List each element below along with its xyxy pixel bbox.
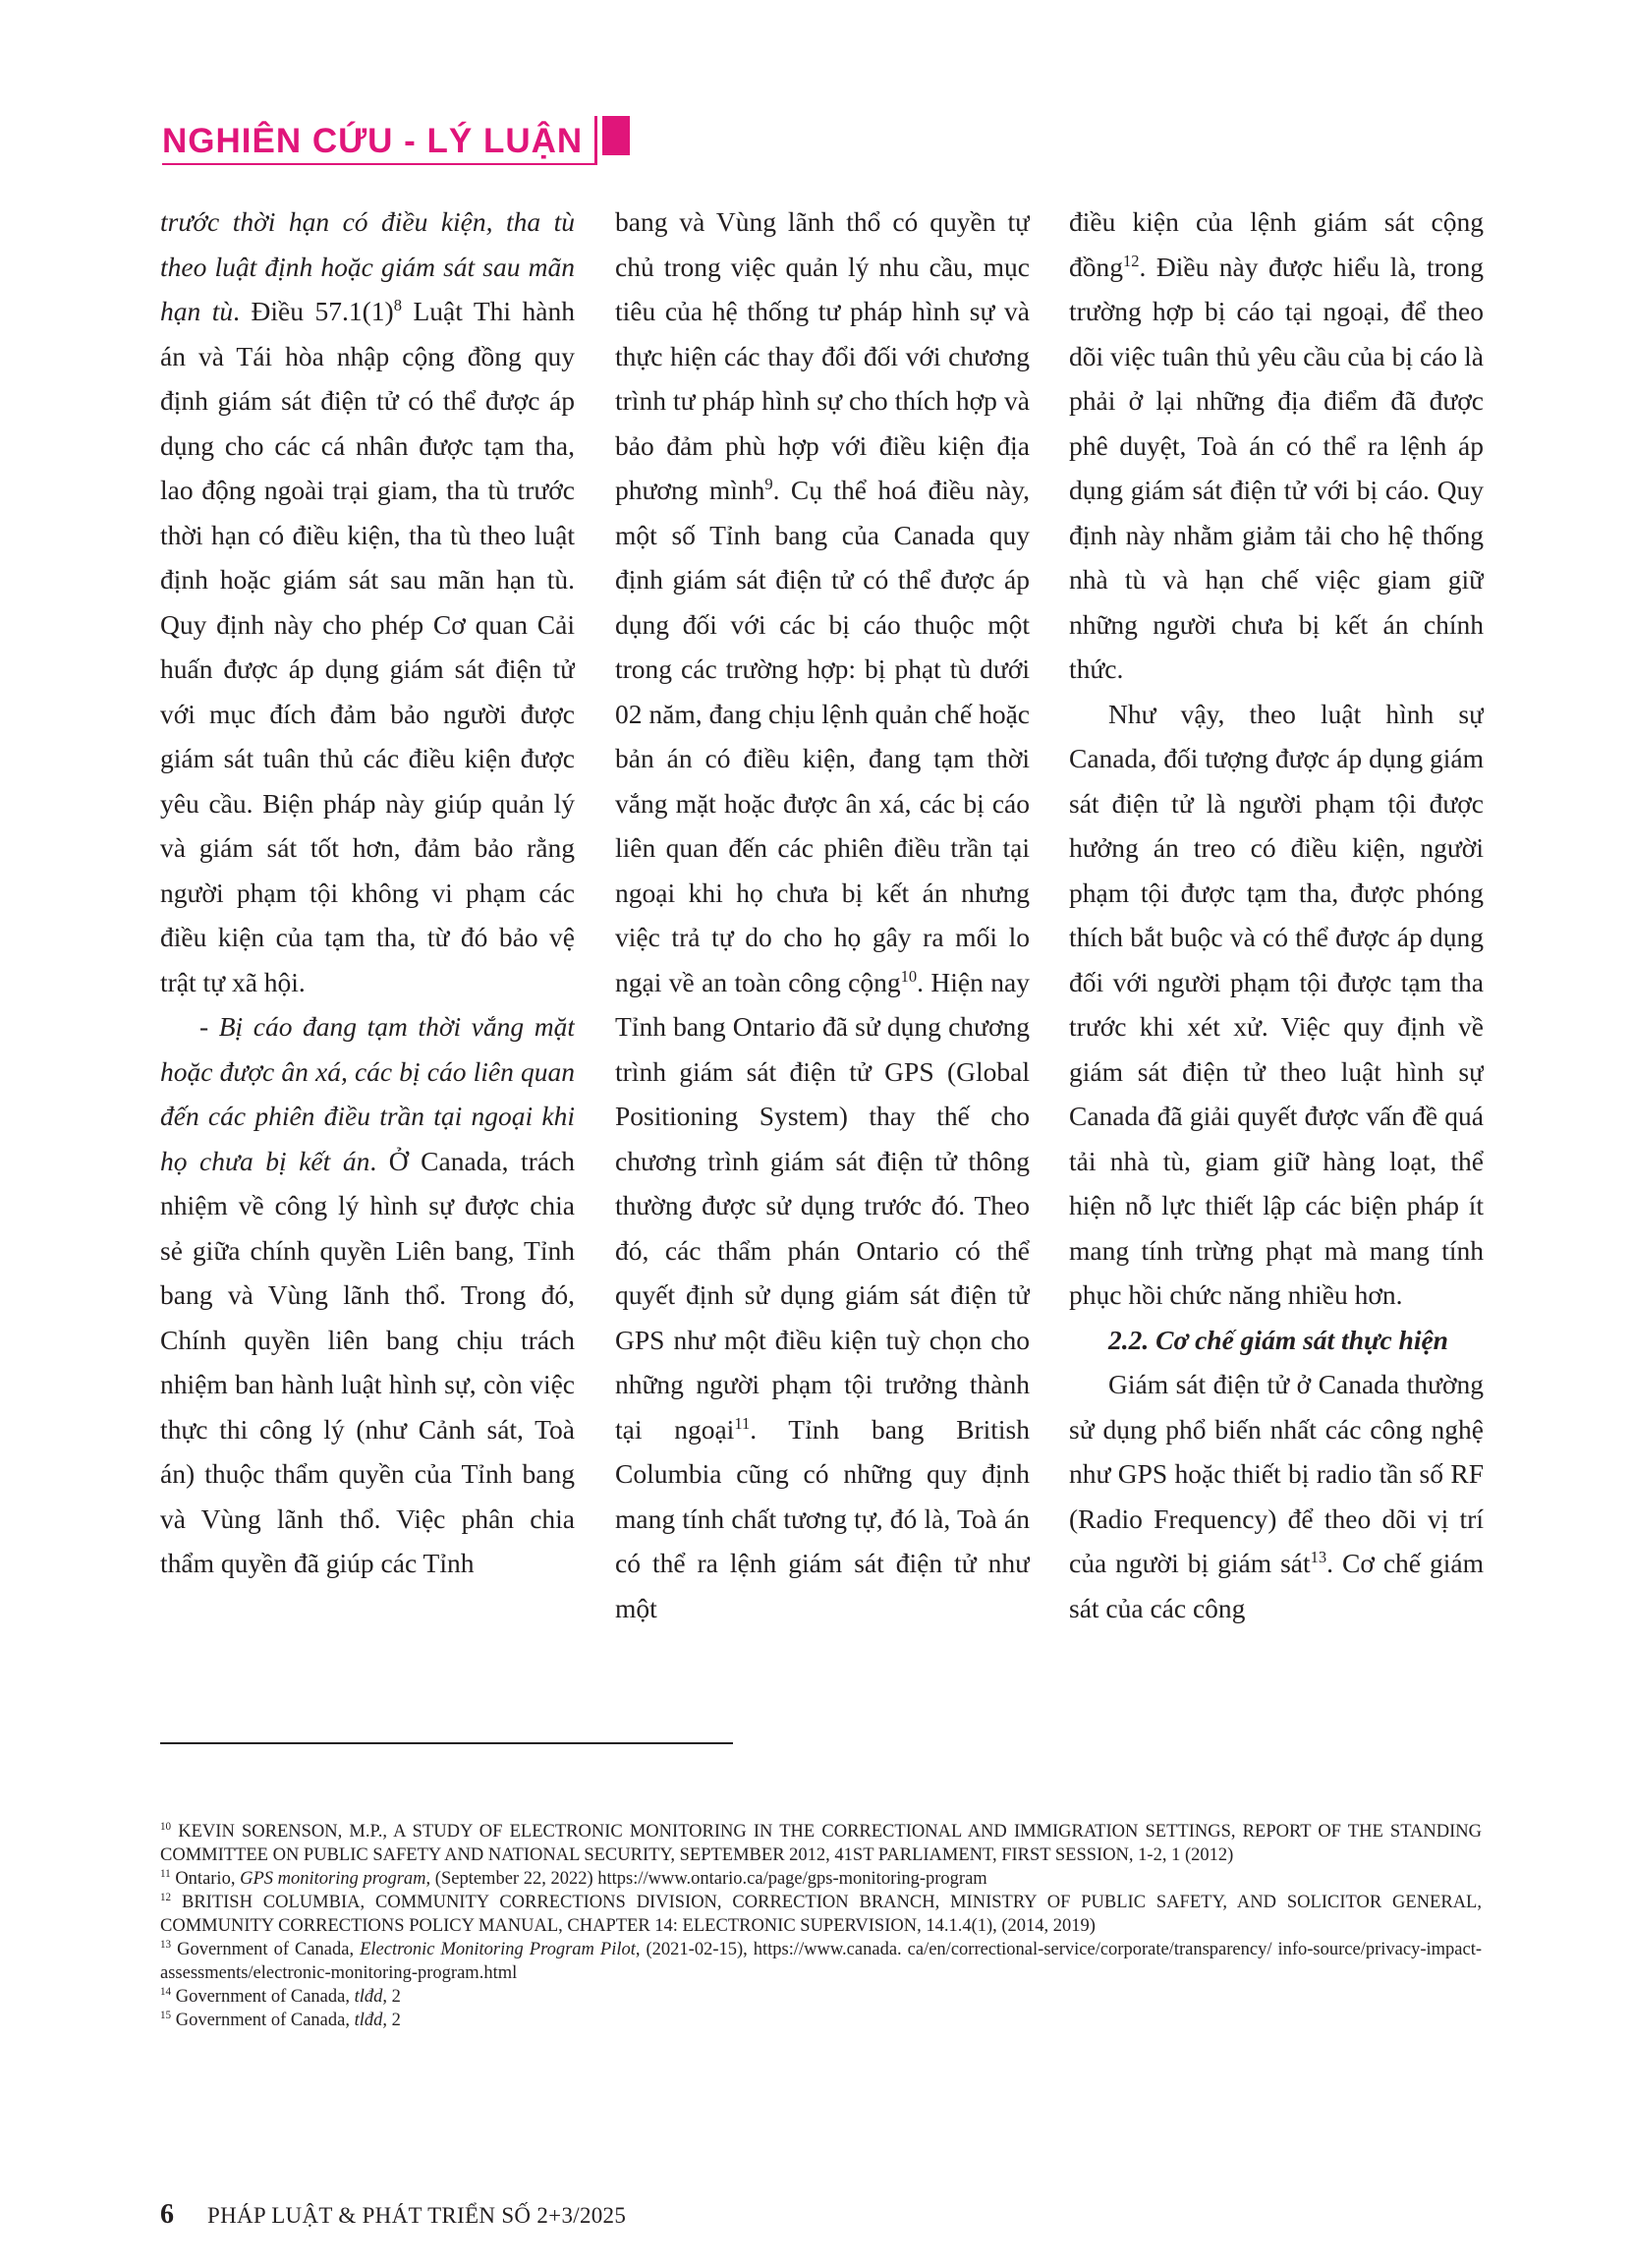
text-run: Giám sát điện tử ở Canada thường sử dụng phổ biến nhất các công nghệ như GPS hoặc thiết bị radio tần số RF (Radio Frequency) để theo dõi vị trí của người bị giám sát [1069,1369,1484,1578]
footnotes [160,1820,1482,2032]
text-run: . Cơ chế giám sát của các công [1069,1548,1484,1623]
footnote-number: 15 [160,2009,172,2021]
footnote-text: Government of Canada, [171,2011,355,2030]
footnote-number: 13 [160,1938,172,1951]
footnote-ref: 13 [1310,1547,1327,1566]
paragraph [615,199,1030,1630]
footnote-ref: 12 [1123,251,1140,270]
text-column-2 [615,199,1030,1654]
footnote-italic: tlđd [354,1987,383,2007]
text-run: . Điều 57.1(1) [233,296,394,326]
paragraph [160,199,575,1004]
footnote-number: 12 [160,1891,172,1903]
text-run: bang và Vùng lãnh thổ có quyền tự chủ trong việc quản lý nhu cầu, mục tiêu của hệ thống tư pháp hình sự và thực hiện các thay đổi đối với chương trình tư pháp hình sự cho thích hợp và bảo đảm phù hợp với điều kiện địa phương mình [615,206,1030,505]
footnote-14 [160,1985,1482,2009]
footnote-text: Ontario, [170,1869,241,1889]
footnote-italic: GPS monitoring program [240,1869,426,1889]
header-underline [162,163,594,165]
footnote-text: KEVIN SORENSON, M.P., A STUDY OF ELECTRONIC MONITORING IN THE CORRECTIONAL AND IMMIGRATION SETTINGS, REPORT OF THE STANDING COMMITTEE ON PUBLIC SAFETY AND NATIONAL SECURITY, SEPTEMBER 2012, 41ST PARLIAMENT, FIRST SESSION, 1-2, 1 (2012) [160,1822,1482,1865]
footnote-number: 14 [160,1985,172,1998]
text-run: . Cụ thể hoá điều này, một số Tỉnh bang của Canada quy định giám sát điện tử có thể được áp dụng đối với các bị cáo thuộc một trong các trường hợp: bị phạt tù dưới 02 năm, đang chịu lệnh quản chế hoặc bản án có điều kiện, đang tạm thời vắng mặt hoặc được ân xá, các bị cáo liên quan đến các phiên điều trần tại ngoại khi họ chưa bị kết án nhưng việc trả tự do cho họ gây ra mối lo ngại về an toàn công cộng [615,475,1030,997]
header-accent-block [602,116,630,155]
footnote-13 [160,1938,1482,1985]
paragraph [1069,199,1484,692]
subsection-heading: 2.2. Cơ chế giám sát thực hiện [1108,1324,1448,1355]
footnote-italic: tlđd [354,2011,383,2030]
footnote-ref: 11 [734,1413,751,1433]
footnote-text: Government of Canada, [171,1987,355,2007]
page-footer [160,2199,626,2231]
footnote-number: 10 [160,1820,172,1833]
text-run: Luật Thi hành án và Tái hòa nhập cộng đồng quy định giám sát điện tử có thể được áp dụng cho các cá nhân được tạm tha, lao động ngoài trại giam, tha tù trước thời hạn có điều kiện, tha tù theo luật định hoặc giám sát sau mãn hạn tù. Quy định này cho phép Cơ quan Cải huấn được áp dụng giám sát điện tử với mục đích đảm bảo người được giám sát tuân thủ các điều kiện được yêu cầu. Biện pháp này giúp quản lý và giám sát tốt hơn, đảm bảo rằng người phạm tội không vi phạm các điều kiện của tạm tha, từ đó bảo vệ trật tự xã hội. [160,296,575,997]
footnote-10 [160,1820,1482,1867]
text-run: . Điều này được hiểu là, trong trường hợp bị cáo tại ngoại, để theo dõi việc tuân thủ yêu cầu của bị cáo là phải ở lại những địa điểm đã được phê duyệt, Toà án có thể ra lệnh áp dụng giám sát điện tử với bị cáo. Quy định này nhằm giảm tải cho hệ thống nhà tù và hạn chế việc giam giữ những người chưa bị kết án chính thức. [1069,251,1484,684]
footnote-ref: 8 [393,295,402,314]
footnote-separator [160,1742,733,1744]
text-column-1 [160,199,575,1654]
italic-text: trước thời hạn có điều kiện, tha tù theo luật định hoặc giám sát sau mãn hạn tù [160,206,575,326]
footnote-ref: 10 [900,966,918,986]
text-run: điều kiện của lệnh giám sát cộng đồng [1069,206,1484,282]
footnote-italic: Electronic Monitoring Program Pilot [360,1940,636,1959]
section-title: NGHIÊN CỨU - LÝ LUẬN [162,122,584,160]
footnote-15 [160,2009,1482,2032]
header-divider-bar [594,116,597,165]
text-run: . Hiện nay Tỉnh bang Ontario đã sử dụng chương trình giám sát điện tử GPS (Global Positioning System) thay thế cho chương trình giám sát điện tử thông thường được sử dụng trước đó. Theo đó, các thẩm phán Ontario có thể quyết định sử dụng giám sát điện tử GPS như một điều kiện tuỳ chọn cho những người phạm tội trưởng thành tại ngoại [615,966,1030,1445]
footnote-text: , (September 22, 2022) https://www.ontario.ca/page/gps-monitoring-program [425,1869,987,1889]
page-number: 6 [160,2199,174,2230]
footnote-text: Government of Canada, [171,1940,361,1959]
journal-name: PHÁP LUẬT & PHÁT TRIỂN SỐ 2+3/2025 [207,2203,627,2228]
text-run: . Ở Canada, trách nhiệm về công lý hình sự được chia sẻ giữa chính quyền Liên bang, Tỉnh bang và Vùng lãnh thổ. Trong đó, Chính quyền liên bang chịu trách nhiệm ban hành luật hình sự, còn việc thực thi công lý (như Cảnh sát, Toà án) thuộc thẩm quyền của Tỉnh bang và Vùng lãnh thổ. Việc phân chia thẩm quyền đã giúp các Tỉnh [160,1145,575,1578]
text-run: . Tỉnh bang British Columbia cũng có những quy định mang tính chất tương tự, đó là, Toà án có thể ra lệnh giám sát điện tử như một [615,1413,1030,1623]
footnote-ref: 9 [764,474,773,493]
footnote-text: , 2 [382,1987,401,2007]
footnote-number: 11 [160,1867,171,1880]
paragraph [160,1004,575,1586]
footnote-12 [160,1891,1482,1938]
footnote-text: , (2021-02-15), https://www.canada. ca/en/correctional-service/corporate/transparency/ info-source/privacy-impact-assessments/electronic-monitoring-program.html [160,1940,1482,1983]
footnote-text: , 2 [382,2011,401,2030]
paragraph [1069,1362,1484,1630]
page-header [162,116,653,167]
text-column-3 [1069,199,1484,1654]
paragraph: Như vậy, theo luật hình sự Canada, đối tượng được áp dụng giám sát điện tử là người phạm tội được hưởng án treo có điều kiện, người phạm tội được tạm tha, được phóng thích bắt buộc và có thể được áp dụng đối với người phạm tội được tạm tha trước khi xét xử. Việc quy định về giám sát điện tử theo luật hình sự Canada đã giải quyết được vấn đề quá tải nhà tù, giam giữ hàng loạt, thể hiện nỗ lực thiết lập các biện pháp ít mang tính trừng phạt mà mang tính phục hồi chức năng nhiều hơn. [1069,698,1484,1310]
footnote-text: BRITISH COLUMBIA, COMMUNITY CORRECTIONS DIVISION, CORRECTION BRANCH, MINISTRY OF PUBLIC SAFETY, AND SOLICITOR GENERAL, COMMUNITY CORRECTIONS POLICY MANUAL, CHAPTER 14: ELECTRONIC SUPERVISION, 14.1.4(1), (2014, 2019) [160,1893,1482,1936]
footnote-11 [160,1867,1482,1891]
italic-text: - Bị cáo đang tạm thời vắng mặt hoặc được ân xá, các bị cáo liên quan đến các phiên điều trần tại ngoại khi họ chưa bị kết án [160,1011,575,1176]
